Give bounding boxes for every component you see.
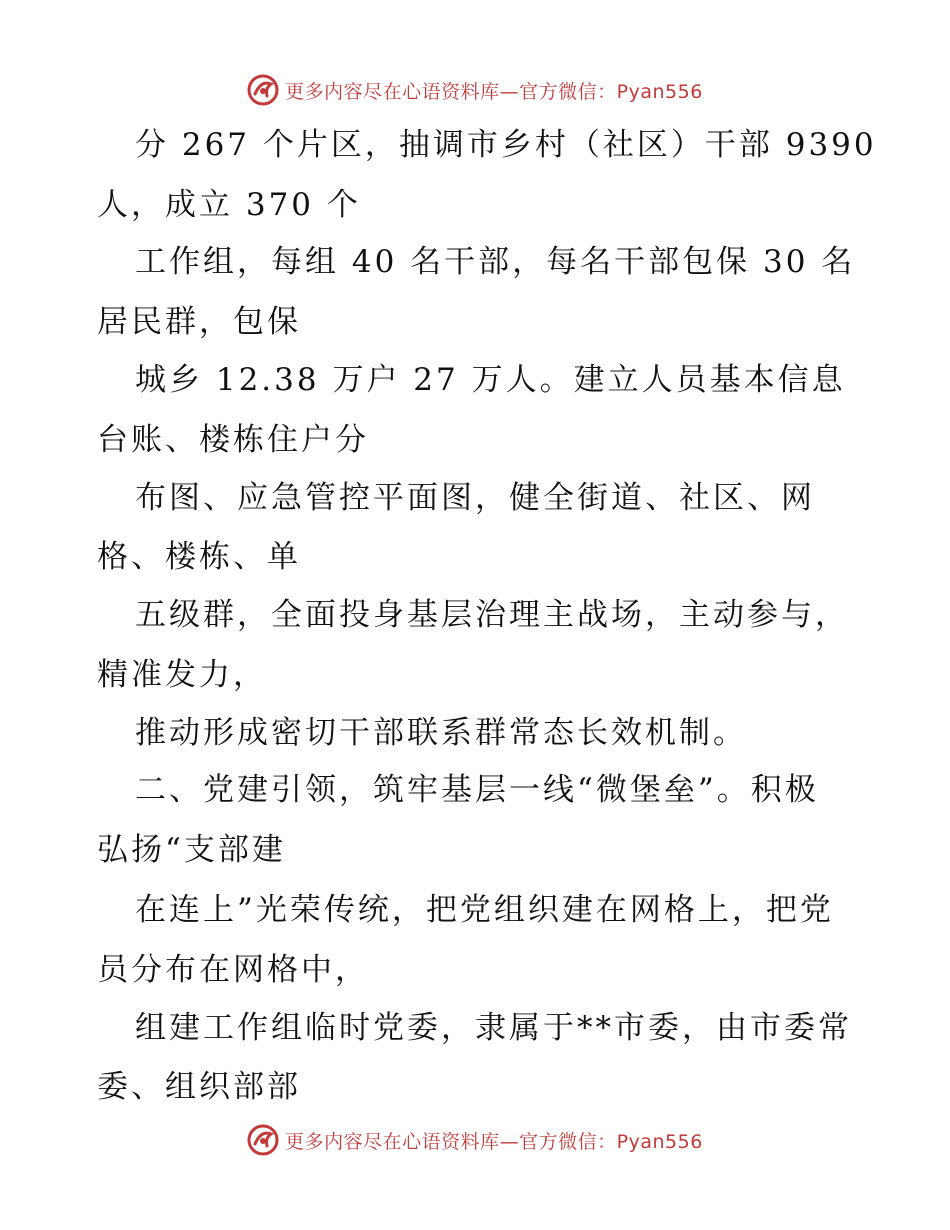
text-line: 格、楼栋、单 xyxy=(97,539,301,575)
watermark-header xyxy=(0,70,950,110)
watermark-text: 更多内容尽在心语资料库—官方微信：Pyan556 xyxy=(285,80,703,103)
text-line: 台账、楼栋住户分 xyxy=(97,422,369,458)
text-line: 推动形成密切干部联系群常态长效机制。 xyxy=(135,715,747,751)
text-line: 城乡 12.38 万户 27 万人。建立人员基本信息 xyxy=(135,362,846,398)
text-line: 委、组织部部 xyxy=(97,1069,301,1105)
text-line: 工作组，每组 40 名干部，每名干部包保 30 名 xyxy=(135,244,856,280)
text-line: 弘扬“支部建 xyxy=(97,832,286,868)
text-line: 组建工作组临时党委，隶属于**市委，由市委常 xyxy=(135,1010,852,1046)
text-line: 居民群，包保 xyxy=(97,304,301,340)
text-line: 五级群，全面投身基层治理主战场，主动参与， xyxy=(135,597,849,633)
text-line: 员分布在网格中， xyxy=(97,952,369,988)
text-line: 布图、应急管控平面图，健全街道、社区、网 xyxy=(135,480,815,516)
text-line: 在连上”光荣传统，把党组织建在网格上，把党 xyxy=(135,892,834,928)
red-swirl-logo-icon xyxy=(247,1124,279,1156)
watermark-text: 更多内容尽在心语资料库—官方微信：Pyan556 xyxy=(285,1130,703,1153)
text-line: 二、党建引领，筑牢基层一线“微堡垒”。积极 xyxy=(135,772,819,808)
text-line: 分 267 个片区，抽调市乡村（社区）干部 9390 xyxy=(135,127,877,163)
watermark-footer xyxy=(0,1120,950,1160)
red-swirl-logo-icon xyxy=(247,74,279,106)
text-line: 人，成立 370 个 xyxy=(97,187,361,223)
text-line: 精准发力， xyxy=(97,657,267,693)
